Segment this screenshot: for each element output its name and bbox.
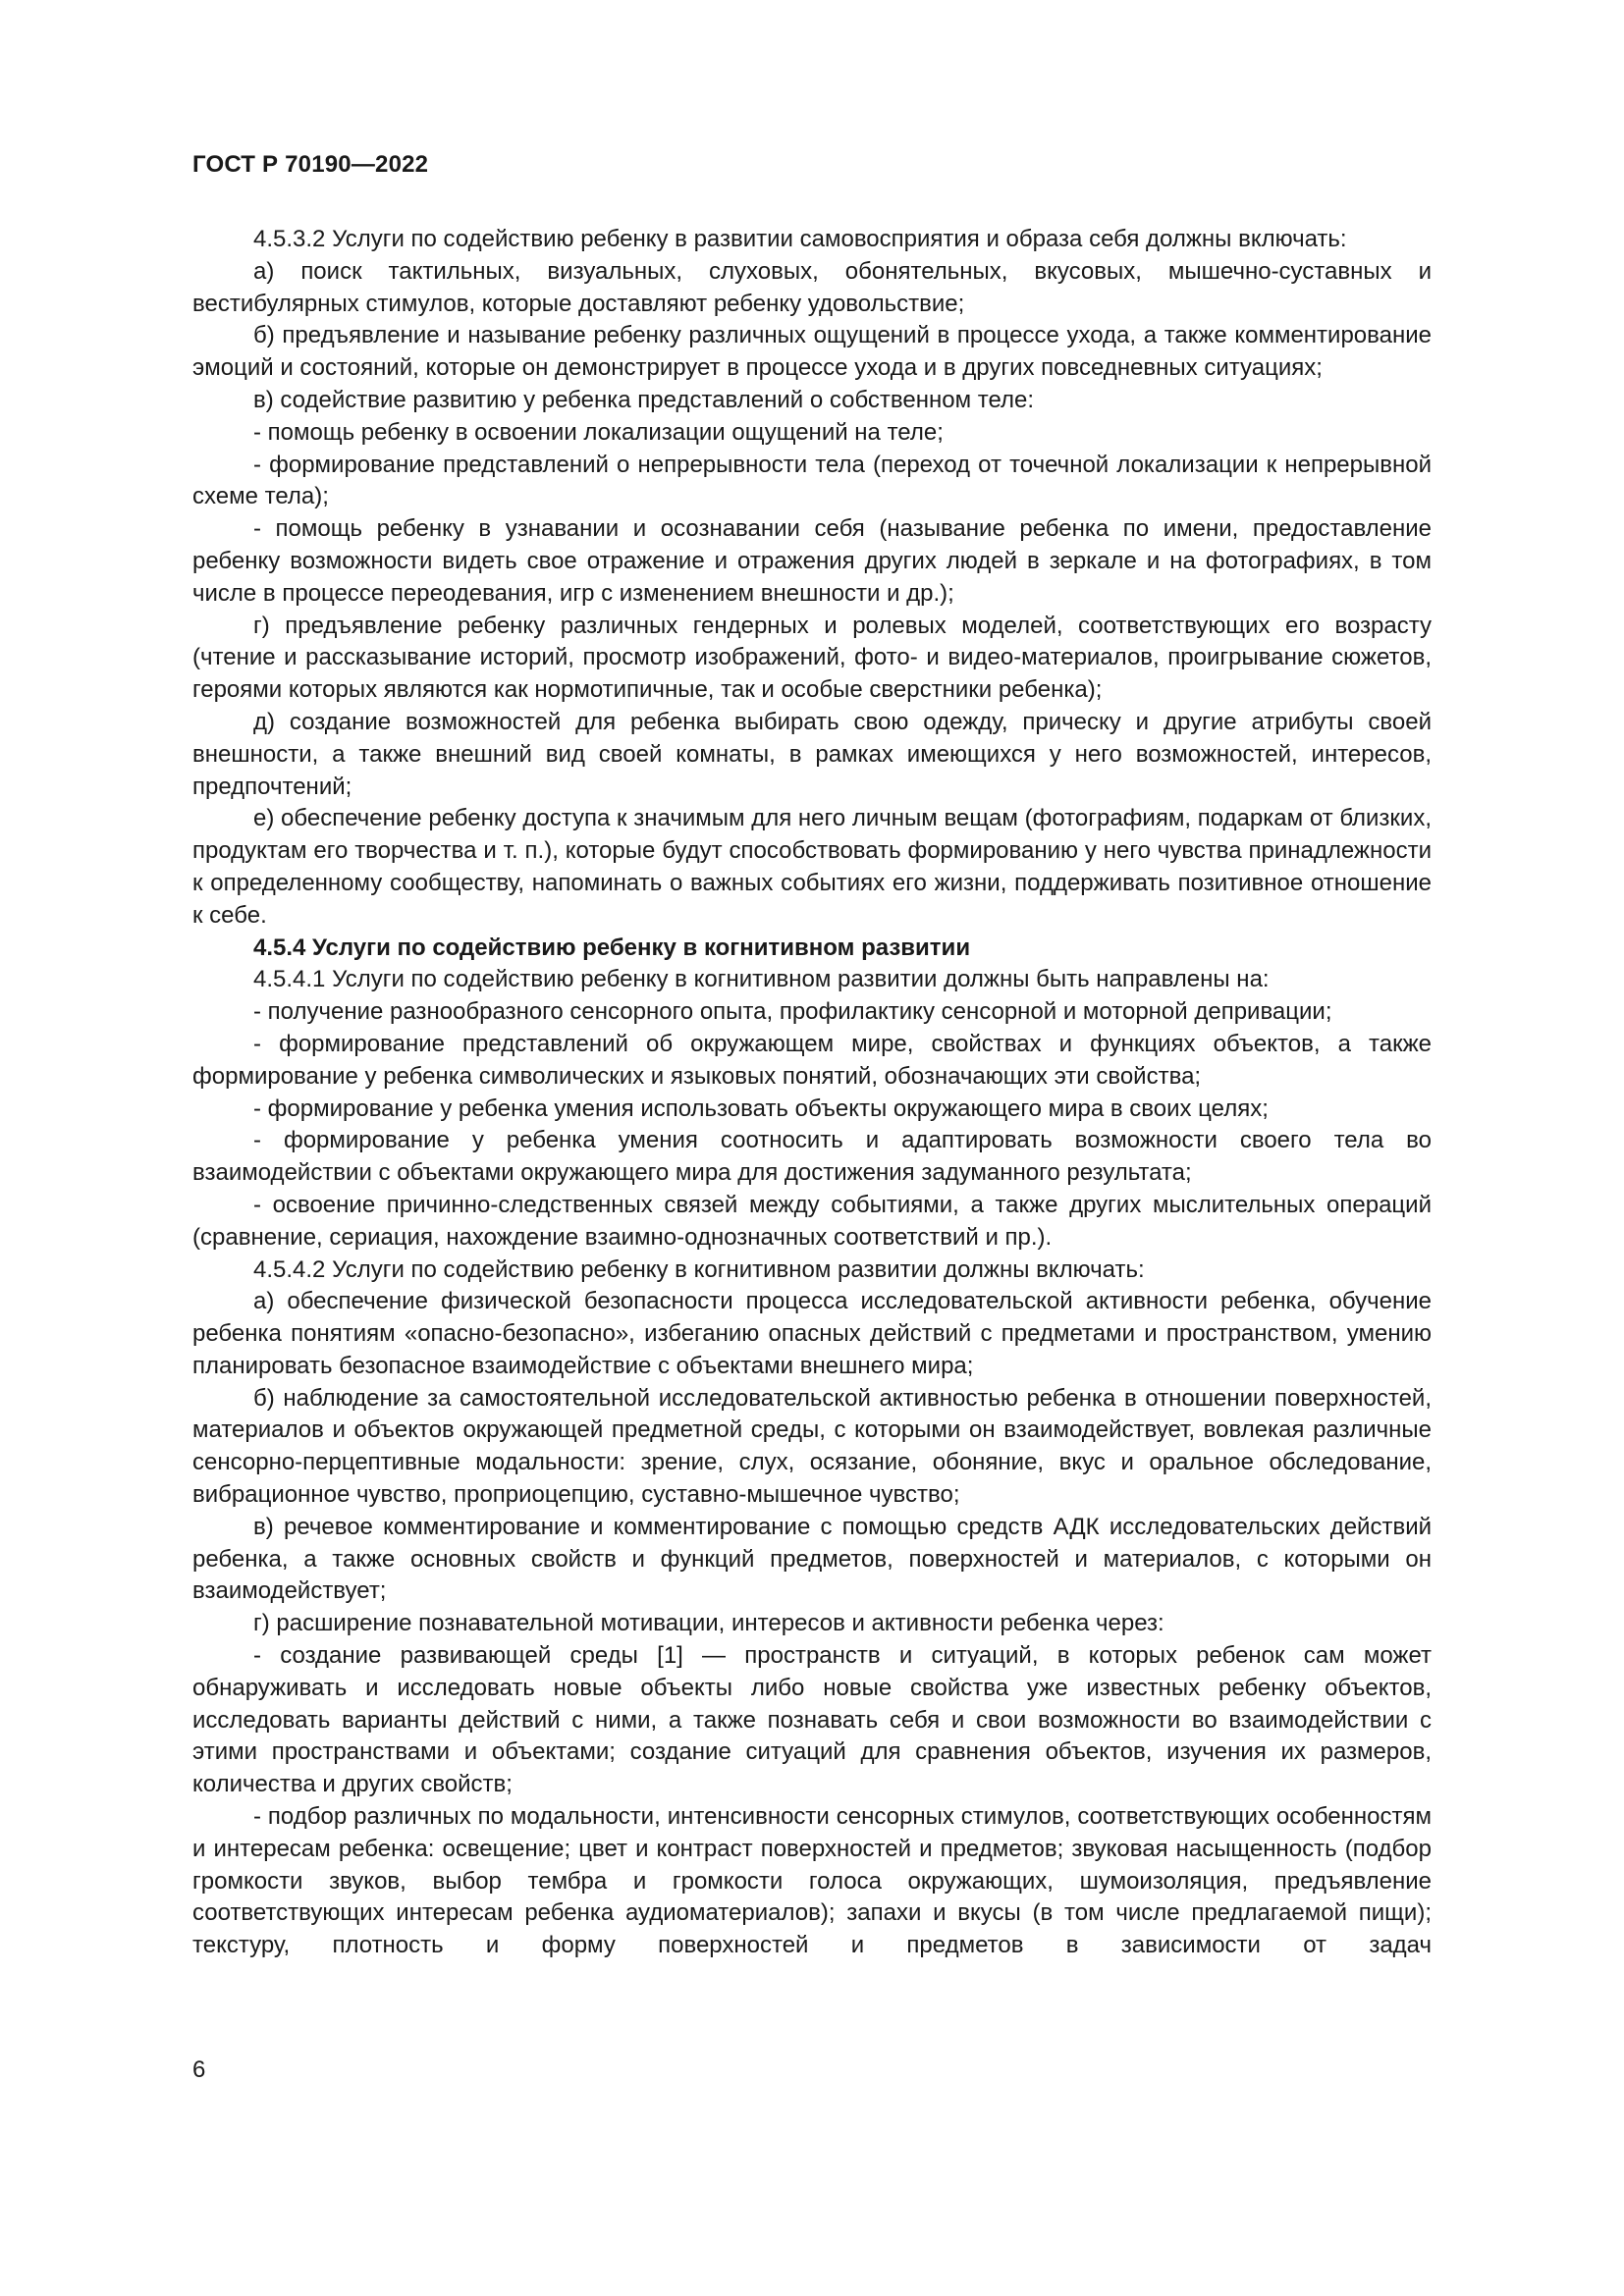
paragraph: - формирование представлений об окружающем мире, свойствах и функциях объектов, а также формирование у ребенка символических и языковых понятий, обозначающих эти свойства; <box>192 1030 1432 1090</box>
paragraph: 4.5.4.1 Услуги по содействию ребенку в когнитивном развитии должны быть направлены на: <box>253 966 1270 993</box>
paragraph: - освоение причинно-следственных связей между событиями, а также других мыслительных операций (сравнение, сериация, нахождение взаимно-однозначных соответствий и пр.). <box>192 1191 1432 1251</box>
paragraph: в) содействие развитию у ребенка представлений о собственном теле: <box>253 386 1035 413</box>
paragraph: - создание развивающей среды [1] — пространств и ситуаций, в которых ребенок сам может обнаруживать и исследовать новые объекты либо новые свойства уже известных ребенку объектов, исследовать варианты действий с ними, а также познавать себя и свои возможности во взаимодействии с этими пространствами и объектами; создание ситуаций для сравнения объектов, изучения их размеров, количества и других свойств; <box>192 1642 1432 1798</box>
paragraph: г) расширение познавательной мотивации, интересов и активности ребенка через: <box>253 1610 1164 1637</box>
paragraph: д) создание возможностей для ребенка выбирать свою одежду, прическу и другие атрибуты своей внешности, а также внешний вид своей комнаты, в рамках имеющихся у него возможностей, интересов, предпочтений; <box>192 708 1432 800</box>
paragraph: 4.5.4.2 Услуги по содействию ребенку в когнитивном развитии должны включать: <box>253 1255 1145 1283</box>
paragraph: - формирование у ребенка умения соотносить и адаптировать возможности своего тела во взаимодействии с объектами окружающего мира для достижения задуманного результата; <box>192 1127 1432 1187</box>
paragraph: 4.5.3.2 Услуги по содействию ребенку в развитии самовосприятия и образа себя должны включать: <box>253 226 1347 252</box>
section-heading: 4.5.4 Услуги по содействию ребенку в когнитивном развитии <box>253 934 971 961</box>
paragraph: а) обеспечение физической безопасности процесса исследовательской активности ребенка, обучение ребенка понятиям «опасно-безопасно», избеганию опасных действий с предметами и пространством, умению планировать безопасное взаимодействие с объектами внешнего мира; <box>192 1288 1432 1379</box>
page-number: 6 <box>192 2056 206 2083</box>
paragraph: е) обеспечение ребенку доступа к значимым для него личным вещам (фотографиям, подаркам от близких, продуктам его творчества и т. п.), которые будут способствовать формированию у него чувства принадлежности к определенному сообществу, напоминать о важных событиях его жизни, поддерживать позитивное отношение к себе. <box>192 805 1432 929</box>
paragraph: г) предъявление ребенку различных гендерных и ролевых моделей, соответствующих его возрасту (чтение и рассказывание историй, просмотр изображений, фото- и видео-материалов, проигрывание сюжетов, героями которых являются как нормотипичные, так и особые сверстники ребенка); <box>192 612 1432 704</box>
paragraph: - подбор различных по модальности, интенсивности сенсорных стимулов, соответствующих особенностям и интересам ребенка: освещение; цвет и контраст поверхностей и предметов; звуковая насыщенность (подбор громкости звуков, выбор тембра и громкости голоса окружающих, шумоизоляция, предъявление соответствующих интересам ребенка аудиоматериалов); запахи и вкусы (в том числе предлагаемой пищи); текстуру, плотность и форму поверхностей и предметов в зависимости от задач <box>192 1803 1432 1959</box>
paragraph: - формирование представлений о непрерывности тела (переход от точечной локализации к непрерывной схеме тела); <box>192 451 1432 510</box>
paragraph: б) наблюдение за самостоятельной исследовательской активностью ребенка в отношении поверхностей, материалов и объектов окружающей предметной среды, с которыми он взаимодействует, вовлекая различные сенсорно-перцептивные модальности: зрение, слух, осязание, обоняние, вкус и оральное обследование, вибрационное чувство, проприоцепцию, суставно-мышечное чувство; <box>192 1384 1432 1509</box>
paragraph: в) речевое комментирование и комментирование с помощью средств АДК исследовательских действий ребенка, а также основных свойств и функций предметов, поверхностей и материалов, с которыми он взаимодействует; <box>192 1513 1432 1605</box>
document-header-title: ГОСТ Р 70190—2022 <box>192 151 429 178</box>
document-body <box>192 224 1432 1962</box>
paragraph: - помощь ребенку в освоении локализации ощущений на теле; <box>253 418 944 446</box>
paragraph: - получение разнообразного сенсорного опыта, профилактику сенсорной и моторной депривации; <box>253 998 1332 1026</box>
paragraph: - формирование у ребенка умения использовать объекты окружающего мира в своих целях; <box>253 1095 1269 1122</box>
paragraph: б) предъявление и называние ребенку различных ощущений в процессе ухода, а также комментирование эмоций и состояний, которые он демонстрирует в процессе ухода и в других повседневных ситуациях; <box>192 322 1432 382</box>
paragraph: а) поиск тактильных, визуальных, слуховых, обонятельных, вкусовых, мышечно-суставных и вестибулярных стимулов, которые доставляют ребенку удовольствие; <box>192 257 1432 317</box>
paragraph: - помощь ребенку в узнавании и осознавании себя (называние ребенка по имени, предоставление ребенку возможности видеть свое отражение и отражения других людей в зеркале и на фотографиях, в том числе в процессе переодевания, игр с изменением внешности и др.); <box>192 515 1432 607</box>
